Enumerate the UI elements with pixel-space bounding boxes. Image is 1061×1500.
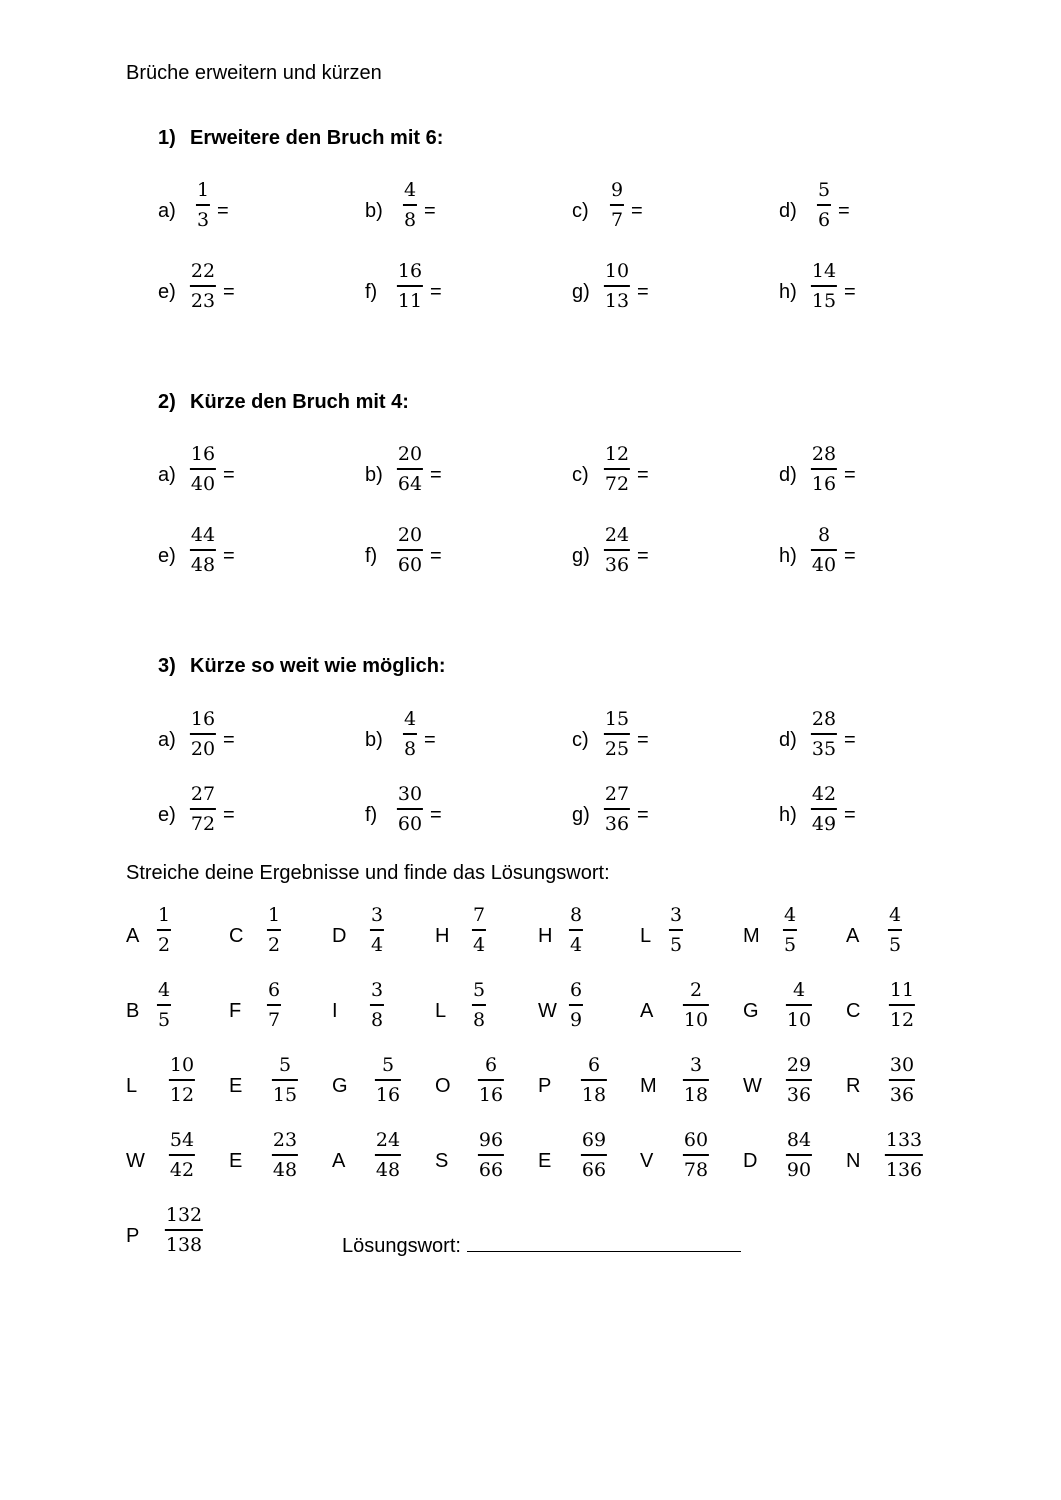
fraction — [370, 906, 384, 955]
fraction-numerator: 60 — [683, 1129, 709, 1151]
section-heading-text: Kürze so weit wie möglich: — [190, 655, 446, 677]
task-label: g) — [572, 281, 590, 303]
fraction-numerator: 4 — [792, 979, 806, 1001]
equals-sign: = — [844, 281, 856, 303]
solution-letter: N — [846, 1150, 861, 1172]
solution-letter: W — [126, 1150, 145, 1172]
fraction-denominator: 9 — [569, 1009, 583, 1031]
fraction-denominator: 8 — [472, 1009, 486, 1031]
solution-letter: L — [435, 1000, 447, 1022]
fraction — [478, 1131, 504, 1180]
fraction-denominator: 18 — [683, 1084, 709, 1106]
fraction-numerator: 5 — [381, 1054, 395, 1076]
fraction — [817, 181, 831, 230]
fraction-numerator: 6 — [267, 979, 281, 1001]
fraction-numerator: 2 — [689, 979, 703, 1001]
fraction-denominator: 5 — [783, 934, 797, 956]
fraction-denominator: 40 — [811, 554, 837, 576]
equals-sign: = — [430, 464, 442, 486]
fraction-denominator: 138 — [165, 1234, 203, 1256]
solution-letter: P — [126, 1225, 140, 1247]
fraction-denominator: 36 — [786, 1084, 812, 1106]
fraction — [786, 1056, 812, 1105]
fraction — [190, 785, 216, 834]
fraction — [683, 981, 709, 1030]
task-label: e) — [158, 281, 176, 303]
solution-letter: D — [332, 925, 347, 947]
solution-letter: R — [846, 1075, 861, 1097]
solution-letter: F — [229, 1000, 242, 1022]
fraction-denominator: 15 — [272, 1084, 298, 1106]
task-label: c) — [572, 200, 589, 222]
solution-letter: A — [332, 1150, 346, 1172]
fraction — [610, 181, 624, 230]
fraction-denominator: 36 — [604, 554, 630, 576]
solution-intro: Streiche deine Ergebnisse und finde das Lösungswort: — [126, 862, 610, 884]
fraction-numerator: 30 — [397, 783, 423, 805]
fraction-denominator: 16 — [811, 473, 837, 495]
fraction-numerator: 3 — [669, 904, 683, 926]
fraction — [472, 906, 486, 955]
task-label: g) — [572, 545, 590, 567]
solution-letter: W — [743, 1075, 762, 1097]
fraction-denominator: 64 — [397, 473, 423, 495]
fraction — [604, 785, 630, 834]
fraction-numerator: 29 — [786, 1054, 812, 1076]
fraction-numerator: 11 — [889, 979, 915, 1001]
solution-letter: H — [435, 925, 450, 947]
fraction-denominator: 4 — [370, 934, 384, 956]
fraction-numerator: 28 — [811, 443, 837, 465]
fraction-numerator: 27 — [604, 783, 630, 805]
fraction-denominator: 11 — [397, 290, 423, 312]
fraction — [786, 981, 812, 1030]
fraction — [569, 906, 583, 955]
fraction-denominator: 5 — [157, 1009, 171, 1031]
fraction-denominator: 40 — [190, 473, 216, 495]
fraction-numerator: 8 — [817, 524, 831, 546]
section-heading-text: Erweitere den Bruch mit 6: — [190, 127, 444, 149]
solution-letter: E — [538, 1150, 552, 1172]
fraction — [169, 1056, 195, 1105]
task-label: a) — [158, 200, 176, 222]
fraction-numerator: 27 — [190, 783, 216, 805]
fraction — [169, 1131, 195, 1180]
task-label: g) — [572, 804, 590, 826]
fraction — [165, 1206, 203, 1255]
fraction-numerator: 7 — [472, 904, 486, 926]
fraction-numerator: 16 — [397, 260, 423, 282]
equals-sign: = — [844, 464, 856, 486]
solution-letter: C — [846, 1000, 861, 1022]
fraction-numerator: 1 — [196, 179, 210, 201]
section-number: 3) — [158, 655, 176, 677]
fraction-denominator: 7 — [610, 209, 624, 231]
fraction — [569, 981, 583, 1030]
equals-sign: = — [637, 545, 649, 567]
task-label: h) — [779, 545, 797, 567]
fraction-numerator: 12 — [604, 443, 630, 465]
fraction-denominator: 13 — [604, 290, 630, 312]
fraction-denominator: 18 — [581, 1084, 607, 1106]
fraction — [604, 262, 630, 311]
task-label: f) — [365, 804, 378, 826]
fraction-denominator: 15 — [811, 290, 837, 312]
fraction — [581, 1131, 607, 1180]
equals-sign: = — [223, 729, 235, 751]
fraction-numerator: 5 — [817, 179, 831, 201]
task-label: b) — [365, 729, 383, 751]
equals-sign: = — [223, 281, 235, 303]
fraction-numerator: 96 — [478, 1129, 504, 1151]
fraction-numerator: 4 — [403, 708, 417, 730]
fraction-numerator: 4 — [403, 179, 417, 201]
fraction-denominator: 136 — [885, 1159, 923, 1181]
equals-sign: = — [430, 545, 442, 567]
fraction-denominator: 8 — [370, 1009, 384, 1031]
fraction-denominator: 4 — [472, 934, 486, 956]
fraction-denominator: 20 — [190, 738, 216, 760]
fraction-numerator: 6 — [484, 1054, 498, 1076]
fraction — [267, 906, 281, 955]
fraction-denominator: 10 — [786, 1009, 812, 1031]
solution-letter: A — [846, 925, 860, 947]
fraction-denominator: 25 — [604, 738, 630, 760]
fraction-denominator: 49 — [811, 813, 837, 835]
fraction-denominator: 48 — [375, 1159, 401, 1181]
fraction-denominator: 12 — [169, 1084, 195, 1106]
fraction-numerator: 3 — [689, 1054, 703, 1076]
fraction — [811, 526, 837, 575]
equals-sign: = — [637, 281, 649, 303]
fraction-denominator: 36 — [604, 813, 630, 835]
solution-letter: E — [229, 1075, 243, 1097]
fraction-numerator: 132 — [165, 1204, 203, 1226]
section-heading-text: Kürze den Bruch mit 4: — [190, 391, 409, 413]
equals-sign: = — [424, 200, 436, 222]
equals-sign: = — [424, 729, 436, 751]
task-label: d) — [779, 200, 797, 222]
fraction — [375, 1131, 401, 1180]
fraction-numerator: 1 — [267, 904, 281, 926]
solution-word-row — [342, 1233, 741, 1258]
equals-sign: = — [844, 804, 856, 826]
fraction-denominator: 72 — [190, 813, 216, 835]
fraction-denominator: 3 — [196, 209, 210, 231]
fraction — [397, 445, 423, 494]
fraction — [811, 262, 837, 311]
solution-letter: B — [126, 1000, 140, 1022]
fraction-denominator: 23 — [190, 290, 216, 312]
fraction — [190, 262, 216, 311]
solution-letter: C — [229, 925, 244, 947]
fraction-numerator: 16 — [190, 708, 216, 730]
fraction-numerator: 5 — [472, 979, 486, 1001]
fraction — [811, 785, 837, 834]
fraction-numerator: 3 — [370, 979, 384, 1001]
fraction-numerator: 1 — [157, 904, 171, 926]
task-label: h) — [779, 804, 797, 826]
fraction-denominator: 48 — [190, 554, 216, 576]
solution-letter: O — [435, 1075, 451, 1097]
fraction — [272, 1131, 298, 1180]
solution-letter: A — [640, 1000, 654, 1022]
fraction-denominator: 60 — [397, 813, 423, 835]
solution-letter: L — [126, 1075, 138, 1097]
fraction-numerator: 15 — [604, 708, 630, 730]
solution-letter: G — [332, 1075, 348, 1097]
task-label: d) — [779, 729, 797, 751]
fraction — [397, 526, 423, 575]
fraction-denominator: 5 — [888, 934, 902, 956]
fraction-denominator: 36 — [889, 1084, 915, 1106]
task-label: h) — [779, 281, 797, 303]
fraction-numerator: 22 — [190, 260, 216, 282]
equals-sign: = — [631, 200, 643, 222]
task-label: b) — [365, 200, 383, 222]
equals-sign: = — [838, 200, 850, 222]
fraction — [604, 526, 630, 575]
fraction-numerator: 3 — [370, 904, 384, 926]
fraction — [885, 1131, 923, 1180]
equals-sign: = — [223, 804, 235, 826]
solution-letter: S — [435, 1150, 449, 1172]
equals-sign: = — [637, 464, 649, 486]
equals-sign: = — [430, 804, 442, 826]
fraction-denominator: 5 — [669, 934, 683, 956]
fraction-numerator: 24 — [604, 524, 630, 546]
task-label: d) — [779, 464, 797, 486]
fraction-denominator: 6 — [817, 209, 831, 231]
fraction — [397, 785, 423, 834]
fraction — [786, 1131, 812, 1180]
fraction-denominator: 2 — [267, 934, 281, 956]
fraction-numerator: 4 — [157, 979, 171, 1001]
fraction-denominator: 90 — [786, 1159, 812, 1181]
fraction — [683, 1131, 709, 1180]
fraction-numerator: 23 — [272, 1129, 298, 1151]
fraction-denominator: 60 — [397, 554, 423, 576]
fraction-numerator: 5 — [278, 1054, 292, 1076]
fraction-numerator: 24 — [375, 1129, 401, 1151]
fraction-denominator: 8 — [403, 738, 417, 760]
task-label: c) — [572, 729, 589, 751]
fraction-numerator: 9 — [610, 179, 624, 201]
fraction-denominator: 42 — [169, 1159, 195, 1181]
fraction-numerator: 20 — [397, 443, 423, 465]
fraction-denominator: 12 — [889, 1009, 915, 1031]
fraction-denominator: 10 — [683, 1009, 709, 1031]
solution-letter: M — [640, 1075, 657, 1097]
solution-letter: V — [640, 1150, 654, 1172]
solution-letter: I — [332, 1000, 338, 1022]
fraction-numerator: 28 — [811, 708, 837, 730]
fraction — [267, 981, 281, 1030]
solution-letter: G — [743, 1000, 759, 1022]
fraction — [472, 981, 486, 1030]
task-label: f) — [365, 545, 378, 567]
task-label: e) — [158, 804, 176, 826]
fraction — [370, 981, 384, 1030]
task-label: f) — [365, 281, 378, 303]
fraction — [403, 710, 417, 759]
section-number: 1) — [158, 127, 176, 149]
fraction-denominator: 48 — [272, 1159, 298, 1181]
fraction — [478, 1056, 504, 1105]
equals-sign: = — [844, 729, 856, 751]
fraction-numerator: 84 — [786, 1129, 812, 1151]
task-label: e) — [158, 545, 176, 567]
equals-sign: = — [217, 200, 229, 222]
solution-letter: W — [538, 1000, 557, 1022]
fraction-denominator: 16 — [478, 1084, 504, 1106]
equals-sign: = — [223, 545, 235, 567]
equals-sign: = — [430, 281, 442, 303]
solution-word-label: Lösungswort: — [342, 1235, 461, 1257]
equals-sign: = — [844, 545, 856, 567]
solution-letter: L — [640, 925, 652, 947]
fraction — [683, 1056, 709, 1105]
fraction — [811, 710, 837, 759]
fraction — [190, 710, 216, 759]
fraction — [403, 181, 417, 230]
equals-sign: = — [637, 804, 649, 826]
fraction-numerator: 10 — [169, 1054, 195, 1076]
fraction-denominator: 72 — [604, 473, 630, 495]
fraction — [581, 1056, 607, 1105]
section-number: 2) — [158, 391, 176, 413]
fraction-denominator: 78 — [683, 1159, 709, 1181]
task-label: a) — [158, 729, 176, 751]
fraction — [604, 710, 630, 759]
fraction-numerator: 10 — [604, 260, 630, 282]
fraction-numerator: 6 — [587, 1054, 601, 1076]
fraction — [190, 526, 216, 575]
fraction — [397, 262, 423, 311]
solution-letter: D — [743, 1150, 758, 1172]
task-label: b) — [365, 464, 383, 486]
page-title: Brüche erweitern und kürzen — [126, 62, 382, 84]
fraction — [375, 1056, 401, 1105]
fraction-numerator: 6 — [569, 979, 583, 1001]
fraction-numerator: 4 — [783, 904, 797, 926]
fraction — [604, 445, 630, 494]
fraction — [196, 181, 210, 230]
fraction-numerator: 16 — [190, 443, 216, 465]
solution-letter: E — [229, 1150, 243, 1172]
equals-sign: = — [637, 729, 649, 751]
equals-sign: = — [223, 464, 235, 486]
fraction — [811, 445, 837, 494]
fraction-denominator: 35 — [811, 738, 837, 760]
task-label: a) — [158, 464, 176, 486]
fraction-numerator: 30 — [889, 1054, 915, 1076]
fraction-numerator: 44 — [190, 524, 216, 546]
fraction — [888, 906, 902, 955]
fraction — [157, 906, 171, 955]
solution-letter: P — [538, 1075, 552, 1097]
fraction — [889, 981, 915, 1030]
fraction-denominator: 66 — [478, 1159, 504, 1181]
solution-letter: A — [126, 925, 140, 947]
fraction-numerator: 20 — [397, 524, 423, 546]
solution-letter: H — [538, 925, 553, 947]
fraction — [272, 1056, 298, 1105]
fraction-denominator: 66 — [581, 1159, 607, 1181]
fraction-numerator: 4 — [888, 904, 902, 926]
fraction-numerator: 8 — [569, 904, 583, 926]
fraction-denominator: 4 — [569, 934, 583, 956]
fraction-numerator: 42 — [811, 783, 837, 805]
fraction-denominator: 2 — [157, 934, 171, 956]
fraction — [783, 906, 797, 955]
fraction-denominator: 8 — [403, 209, 417, 231]
fraction-numerator: 133 — [885, 1129, 923, 1151]
fraction — [190, 445, 216, 494]
fraction-denominator: 16 — [375, 1084, 401, 1106]
task-label: c) — [572, 464, 589, 486]
fraction-numerator: 14 — [811, 260, 837, 282]
fraction — [669, 906, 683, 955]
solution-letter: M — [743, 925, 760, 947]
fraction-numerator: 54 — [169, 1129, 195, 1151]
fraction-numerator: 69 — [581, 1129, 607, 1151]
fraction-denominator: 7 — [267, 1009, 281, 1031]
fraction — [889, 1056, 915, 1105]
solution-word-input[interactable] — [467, 1233, 741, 1252]
fraction — [157, 981, 171, 1030]
